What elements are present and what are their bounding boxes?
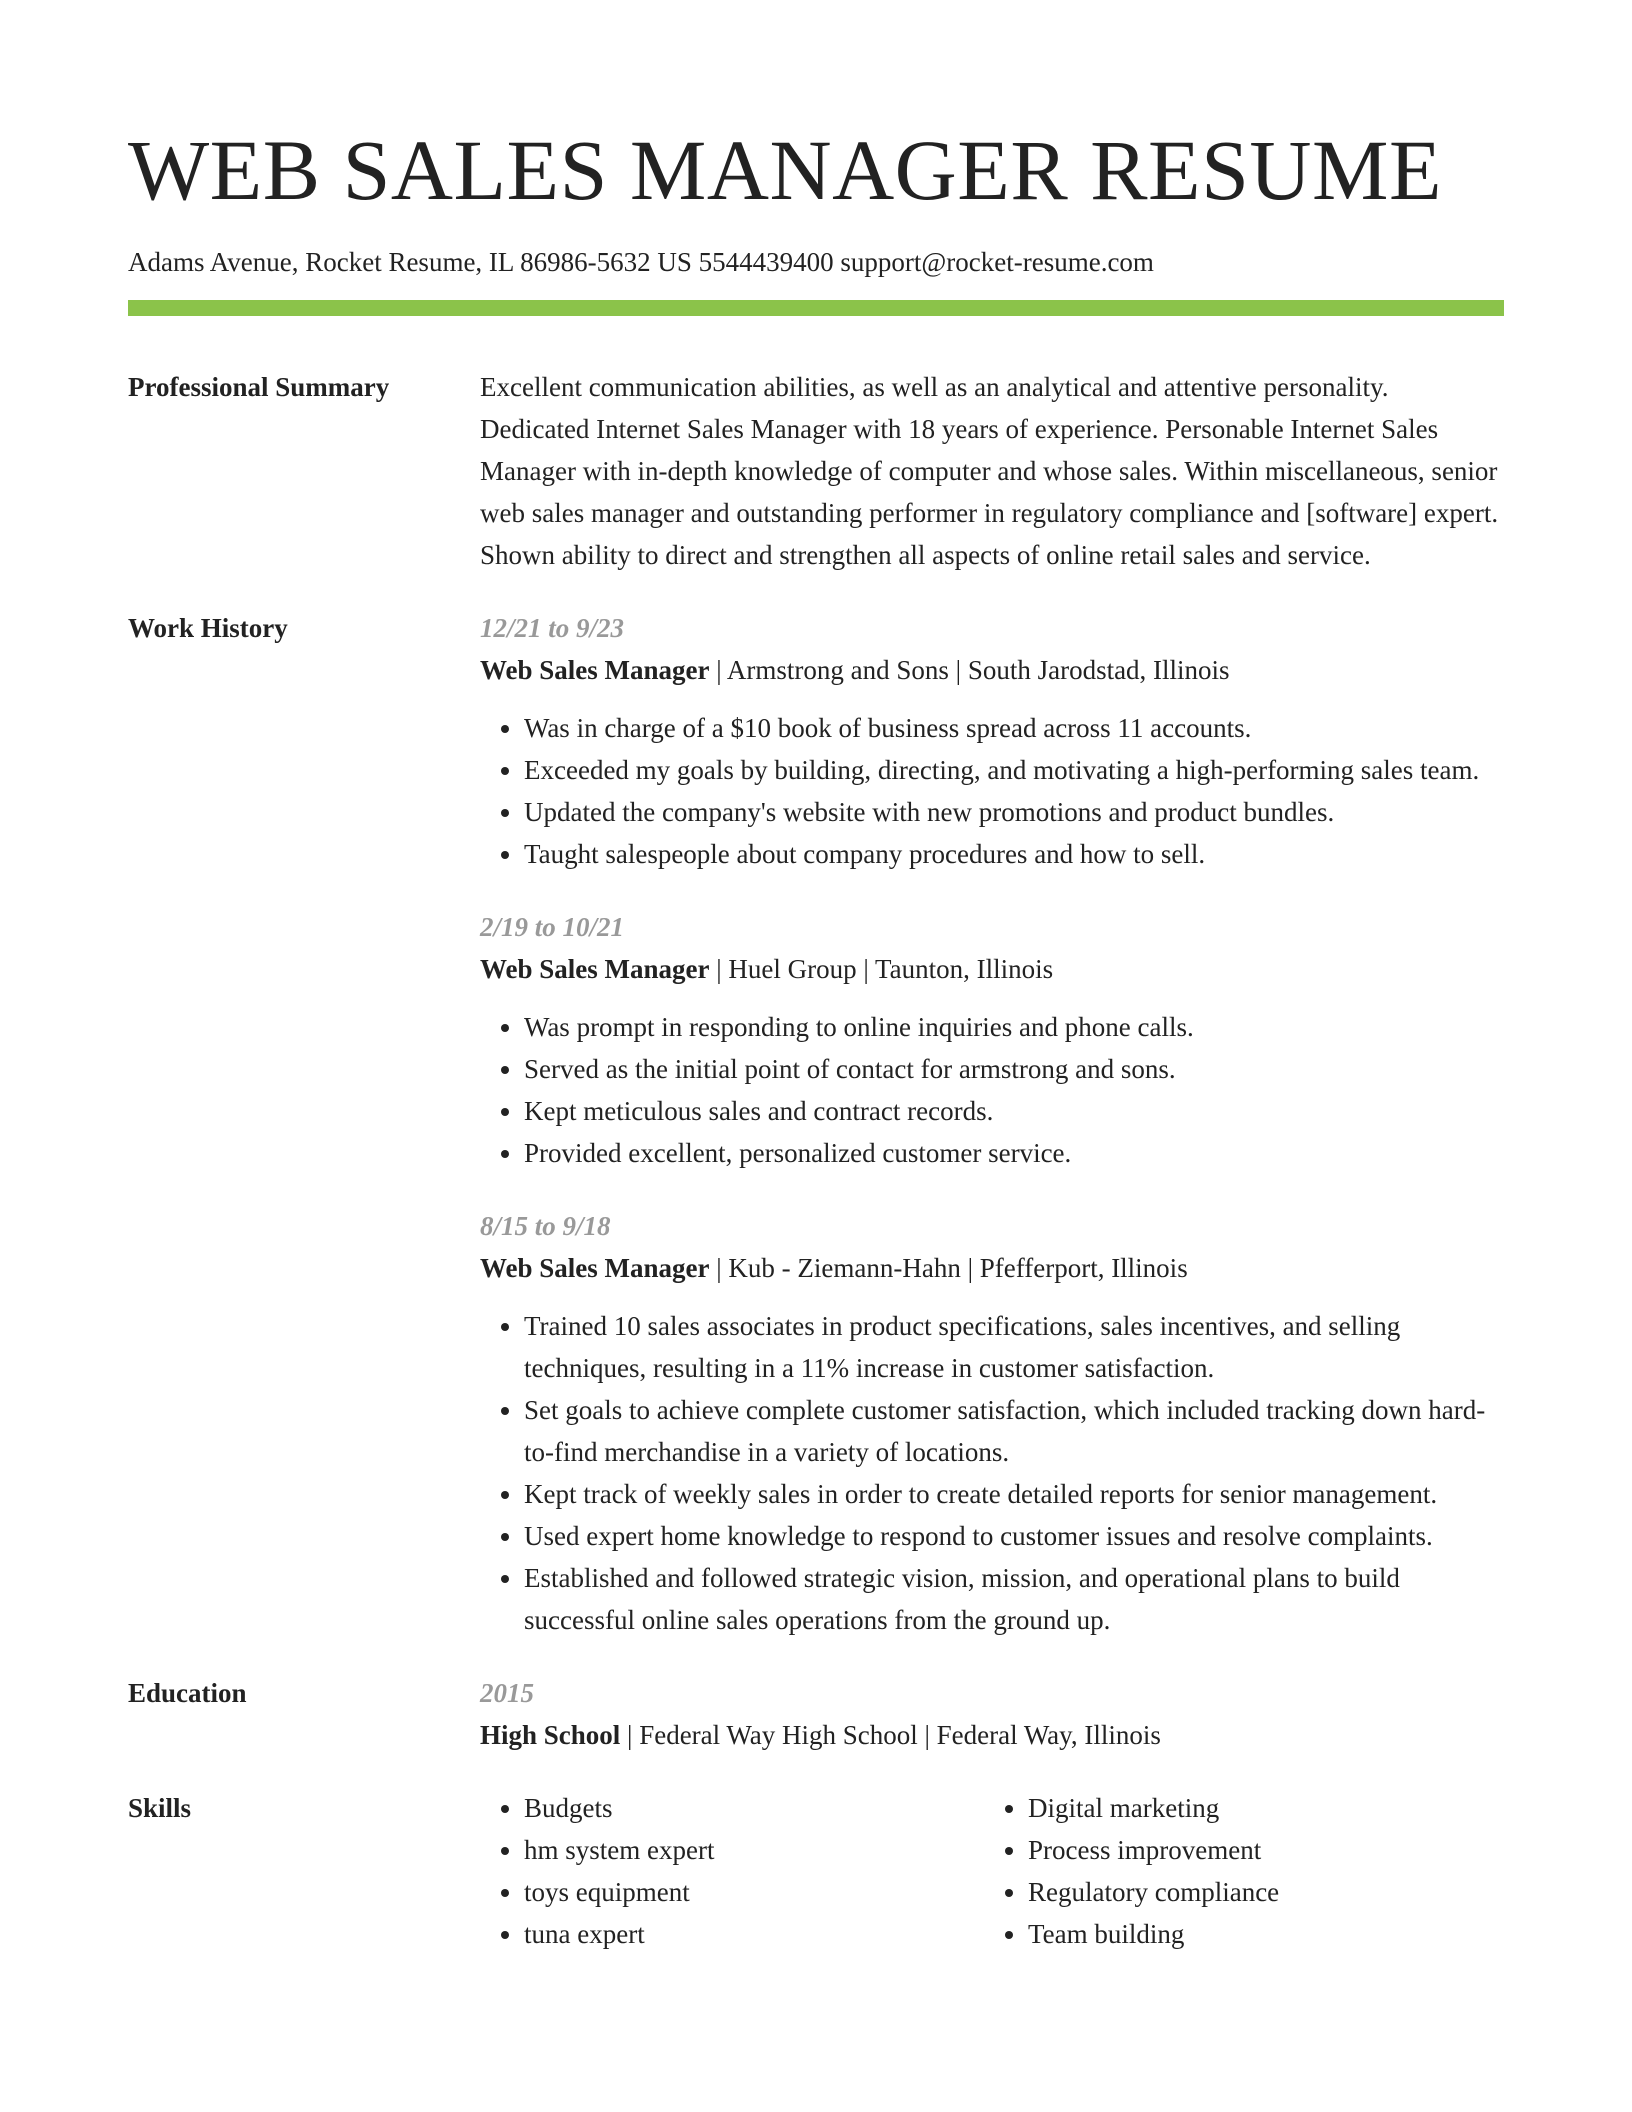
list-item: • Established and followed strategic vision, mission, and operational plans to build successful online sales operations from the ground up. xyxy=(524,1557,1504,1641)
skills-body xyxy=(480,1787,1504,1955)
job-bullets xyxy=(480,707,1504,875)
job-heading xyxy=(480,948,1504,990)
list-item: • Was in charge of a $10 book of business spread across 11 accounts. xyxy=(524,707,1504,749)
skill-item: • toys equipment xyxy=(524,1871,984,1913)
job-dates: 8/15 to 9/18 xyxy=(480,1211,611,1241)
job-details: | Armstrong and Sons | South Jarodstad, Illinois xyxy=(709,655,1230,685)
skills-column-left xyxy=(480,1787,984,1955)
job-entry xyxy=(480,607,1504,875)
education-details: | Federal Way High School | Federal Way, Illinois xyxy=(620,1720,1161,1750)
skill-item: • Process improvement xyxy=(1028,1829,1488,1871)
resume-title: WEB SALES MANAGER RESUME xyxy=(128,122,1443,218)
job-dates: 2/19 to 10/21 xyxy=(480,912,625,942)
list-item: • Provided excellent, personalized customer service. xyxy=(524,1132,1504,1174)
work-history-section xyxy=(128,607,1504,1641)
work-history-label: Work History xyxy=(128,613,288,643)
job-details: | Kub - Ziemann-Hahn | Pfefferport, Illinois xyxy=(709,1253,1188,1283)
education-heading xyxy=(480,1714,1504,1756)
job-bullets xyxy=(480,1305,1504,1641)
skills-columns xyxy=(480,1787,1504,1955)
job-details: | Huel Group | Taunton, Illinois xyxy=(709,954,1054,984)
list-item: • Trained 10 sales associates in product specifications, sales incentives, and selling techniques, resulting in a 11% increase in customer satisfaction. xyxy=(524,1305,1504,1389)
job-heading xyxy=(480,649,1504,691)
job-title: Web Sales Manager xyxy=(480,655,710,685)
job-title: Web Sales Manager xyxy=(480,954,710,984)
summary-section xyxy=(128,366,1504,576)
job-entry xyxy=(480,906,1504,1174)
list-item: • Kept meticulous sales and contract records. xyxy=(524,1090,1504,1132)
job-heading xyxy=(480,1247,1504,1289)
skill-item: • Regulatory compliance xyxy=(1028,1871,1488,1913)
work-history-body xyxy=(480,607,1504,1641)
job-entry xyxy=(480,1205,1504,1641)
education-year: 2015 xyxy=(480,1678,534,1708)
list-item: • Set goals to achieve complete customer satisfaction, which included tracking down hard-to-find merchandise in a variety of locations. xyxy=(524,1389,1504,1473)
skill-item: • Budgets xyxy=(524,1787,984,1829)
summary-text: Excellent communication abilities, as well as an analytical and attentive personality. Dedicated Internet Sales Manager with 18 years of experience. Personable Internet Sales Manager with in-depth knowledge of computer and whose sales. Within miscellaneous, senior web sales manager and outstanding performer in regulatory compliance and [software] expert. Shown ability to direct and strengthen all aspects of online retail sales and service. xyxy=(480,372,1499,570)
list-item: • Updated the company's website with new promotions and product bundles. xyxy=(524,791,1504,833)
list-item: • Taught salespeople about company procedures and how to sell. xyxy=(524,833,1504,875)
list-item: • Used expert home knowledge to respond to customer issues and resolve complaints. xyxy=(524,1515,1504,1557)
job-bullets xyxy=(480,1006,1504,1174)
list-item: • Kept track of weekly sales in order to create detailed reports for senior management. xyxy=(524,1473,1504,1515)
education-degree: High School xyxy=(480,1720,621,1750)
skill-item: • hm system expert xyxy=(524,1829,984,1871)
skill-item: • Digital marketing xyxy=(1028,1787,1488,1829)
skills-section xyxy=(128,1787,1504,1955)
skills-label: Skills xyxy=(128,1793,192,1823)
skills-column-right xyxy=(984,1787,1488,1955)
contact-line: Adams Avenue, Rocket Resume, IL 86986-5632 US 5544439400 support@rocket-resume.com xyxy=(128,247,1154,277)
education-section xyxy=(128,1672,1504,1756)
list-item: • Was prompt in responding to online inquiries and phone calls. xyxy=(524,1006,1504,1048)
summary-label: Professional Summary xyxy=(128,372,390,402)
skill-item: • tuna expert xyxy=(524,1913,984,1955)
education-label: Education xyxy=(128,1678,247,1708)
list-item: • Served as the initial point of contact for armstrong and sons. xyxy=(524,1048,1504,1090)
job-title: Web Sales Manager xyxy=(480,1253,710,1283)
accent-divider xyxy=(128,300,1504,316)
education-body xyxy=(480,1672,1504,1756)
job-dates: 12/21 to 9/23 xyxy=(480,613,625,643)
skill-item: • Team building xyxy=(1028,1913,1488,1955)
list-item: • Exceeded my goals by building, directing, and motivating a high-performing sales team. xyxy=(524,749,1504,791)
